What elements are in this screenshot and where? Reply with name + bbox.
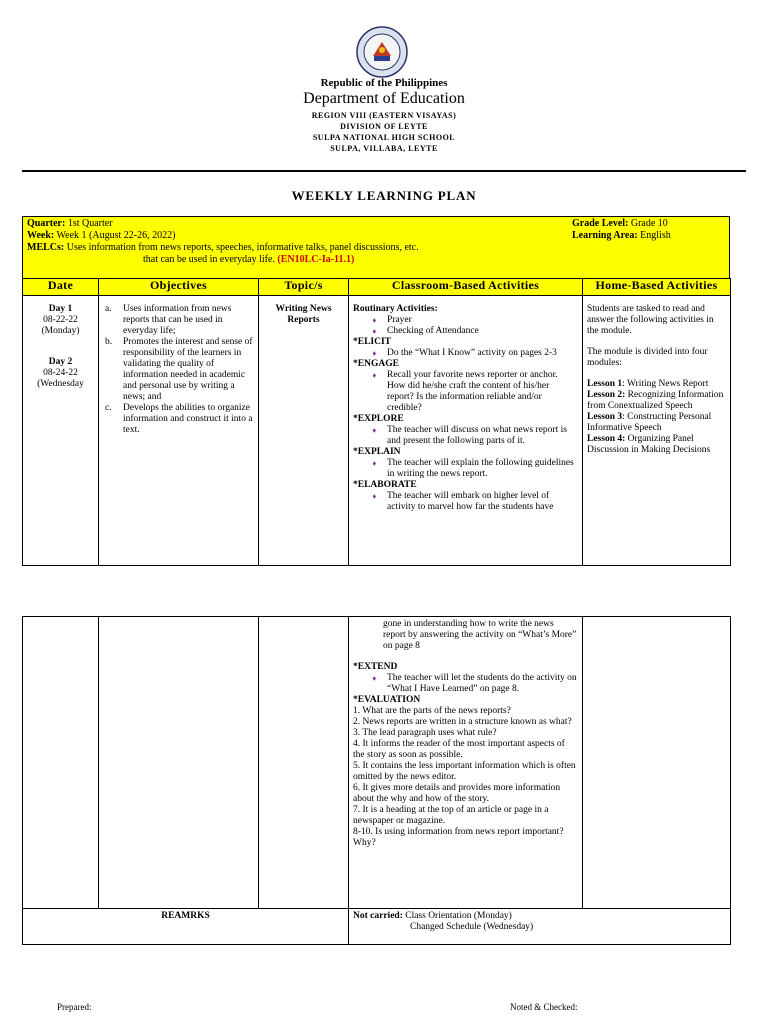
- question: 7. It is a heading at the top of an article or page in a newspaper or magazine.: [353, 805, 549, 826]
- lesson-1: Lesson 1: Writing News Report: [587, 379, 709, 389]
- deped-seal-logo: [356, 26, 408, 78]
- list-item: ➧ The teacher will embark on higher level of activity to marvel how far the students have: [371, 491, 554, 512]
- header-divider: [22, 170, 746, 172]
- table-header-row: [23, 279, 731, 296]
- page-title: WEEKLY LEARNING PLAN: [291, 188, 477, 203]
- classroom-activities-cell: gone in understanding how to write the news report by answering the activity on “What’s More” on page 8 *EXTEND ➧ The teacher will let the students do the activity on “What I Have Learned” on page 8. *EVALUATION 1. What are the parts of the news reports? 2. News reports are written in a structure known as what? 3. The lead paragraph uses what rule? 4. It informs the reader of the most important aspects of the story as soon as possible. 5. It contains the less important information which is often omitted by the news editor. 6. It gives more details and provides more information about the why and how of the story. 7. It is a heading at the top of an article or page in a newspaper or magazine. 8-10. Is using information from news report important? Why?: [349, 617, 583, 909]
- week-row: Week: Week 1 (August 22-26, 2022): [27, 230, 176, 241]
- arrow-bullet-icon: ➧: [371, 459, 378, 468]
- arrow-bullet-icon: ➧: [371, 327, 378, 336]
- remarks-row: [23, 909, 731, 945]
- list-item: ➧ The teacher will explain the following guidelines in writing the news report.: [371, 458, 574, 479]
- question: 6. It gives more details and provides more information about the why and how of the story.: [353, 783, 561, 804]
- noted-label: Noted & Checked:: [510, 1002, 578, 1012]
- learning-area-row: Learning Area: English: [572, 230, 671, 241]
- col-home: Home-Based Activities: [583, 279, 731, 296]
- address-line: SULPA, VILLABA, LEYTE: [330, 144, 438, 153]
- topic-cell: Writing News Reports: [259, 296, 349, 566]
- melc-code: (EN10LC-Ia-11.1): [277, 254, 355, 265]
- arrow-bullet-icon: ➧: [371, 349, 378, 358]
- department-name: Department of Education: [303, 90, 465, 107]
- prepared-label: Prepared:: [57, 1002, 92, 1012]
- classroom-activities-cell: Routinary Activities: ➧ Prayer ➧ Checking of Attendance *ELICIT ➧ Do the “What I Know” activity on pages 2-3 *ENGAGE ➧ Recall your favorite news reporter or anchor. How did he/she craft the content of his/her report? Is the information reliable and/or credible? *EXPLORE ➧ The teacher will discuss on what news report is and present the following parts of it. *EXPLAIN ➧ The teacher will explain the following guidelines in writing the news report. *ELABORATE ➧ The teacher will embark on higher level of activity to marvel how far the students have: [349, 296, 583, 566]
- question: 4. It informs the reader of the most important aspects of the story as soon as possible.: [353, 739, 565, 760]
- objectives-cell: [99, 617, 259, 909]
- region-line: REGION VIII (EASTERN VISAYAS): [311, 111, 457, 120]
- arrow-bullet-icon: ➧: [371, 316, 378, 325]
- list-item: ➧ The teacher will let the students do the activity on “What I Have Learned” on page 8.: [371, 673, 577, 694]
- division-line: DIVISION OF LEYTE: [340, 122, 428, 131]
- table-row: [23, 296, 731, 566]
- date-cell: Day 1 08-22-22 (Monday) Day 2 08-24-22 (Wednesday: [23, 296, 99, 566]
- question: 5. It contains the less important information which is often omitted by the news editor.: [353, 761, 576, 782]
- continuation-table: [22, 616, 731, 945]
- republic-line: Republic of the Philippines: [320, 77, 448, 89]
- topic-cell: [259, 617, 349, 909]
- list-item: ➧ Checking of Attendance: [371, 326, 479, 336]
- date-cell: [23, 617, 99, 909]
- list-item: ➧ Prayer: [371, 315, 412, 325]
- lesson-4: Lesson 4: Organizing Panel Discussion in Making Decisions: [587, 434, 711, 455]
- col-date: Date: [23, 279, 99, 296]
- col-objectives: Objectives: [99, 279, 259, 296]
- question: 3. The lead paragraph uses what rule?: [353, 728, 497, 738]
- objective-item: c. Develops the abilities to organize information and construct it into a text.: [105, 403, 253, 435]
- lesson-3: Lesson 3: Constructing Personal Informative Speech: [587, 412, 712, 433]
- list-item: ➧ Recall your favorite news reporter or anchor. How did he/she craft the content of his/her report? Is the information reliable and/or credible?: [371, 370, 558, 413]
- home-activities-cell: Students are tasked to read and answer the following activities in the module. The module is divided into four modules: Lesson 1: Writing News Report Lesson 2: Recognizing Information from Conextualized Speech Lesson 3: Constructing Personal Informative Speech Lesson 4: Organizing Panel Discussion in Making Decisions: [583, 296, 731, 566]
- grade-level-row: Grade Level: Grade 10: [572, 218, 668, 229]
- remarks-content: Not carried: Class Orientation (Monday) Changed Schedule (Wednesday): [349, 909, 731, 945]
- arrow-bullet-icon: ➧: [371, 371, 378, 380]
- question: 2. News reports are written in a structure known as what?: [353, 717, 572, 727]
- school-line: SULPA NATIONAL HIGH SCHOOL: [312, 133, 456, 142]
- melcs-row: MELCs: Uses information from news reports, speeches, informative talks, panel discussions, etc.: [27, 242, 419, 253]
- question: 8-10. Is using information from news report important? Why?: [353, 827, 564, 848]
- col-classroom: Classroom-Based Activities: [349, 279, 583, 296]
- list-item: ➧ The teacher will discuss on what news report is and present the following parts of it.: [371, 425, 567, 446]
- objective-item: a. Uses information from news reports that can be used in everyday life;: [105, 304, 232, 336]
- objectives-cell: [99, 296, 259, 566]
- col-topics: Topic/s: [259, 279, 349, 296]
- remarks-label: REAMRKS: [23, 909, 349, 945]
- arrow-bullet-icon: ➧: [371, 674, 378, 683]
- quarter-row: Quarter: 1st Quarter: [27, 218, 113, 229]
- question: 1. What are the parts of the news reports?: [353, 706, 511, 716]
- home-activities-cell: [583, 617, 731, 909]
- melcs-row-2: that can be used in everyday life. (EN10LC-Ia-11.1): [143, 254, 355, 265]
- arrow-bullet-icon: ➧: [371, 492, 378, 501]
- learning-plan-table: [22, 278, 731, 566]
- list-item: ➧ Do the “What I Know” activity on pages 2-3: [371, 348, 557, 358]
- lesson-2: Lesson 2: Recognizing Information from Conextualized Speech: [587, 390, 724, 411]
- objective-item: b. Promotes the interest and sense of responsibility of the learners in validating the quality of information needed in academic and personal use by writing a news; and: [105, 337, 253, 402]
- table-row: [23, 617, 731, 909]
- arrow-bullet-icon: ➧: [371, 426, 378, 435]
- info-box: [22, 216, 730, 280]
